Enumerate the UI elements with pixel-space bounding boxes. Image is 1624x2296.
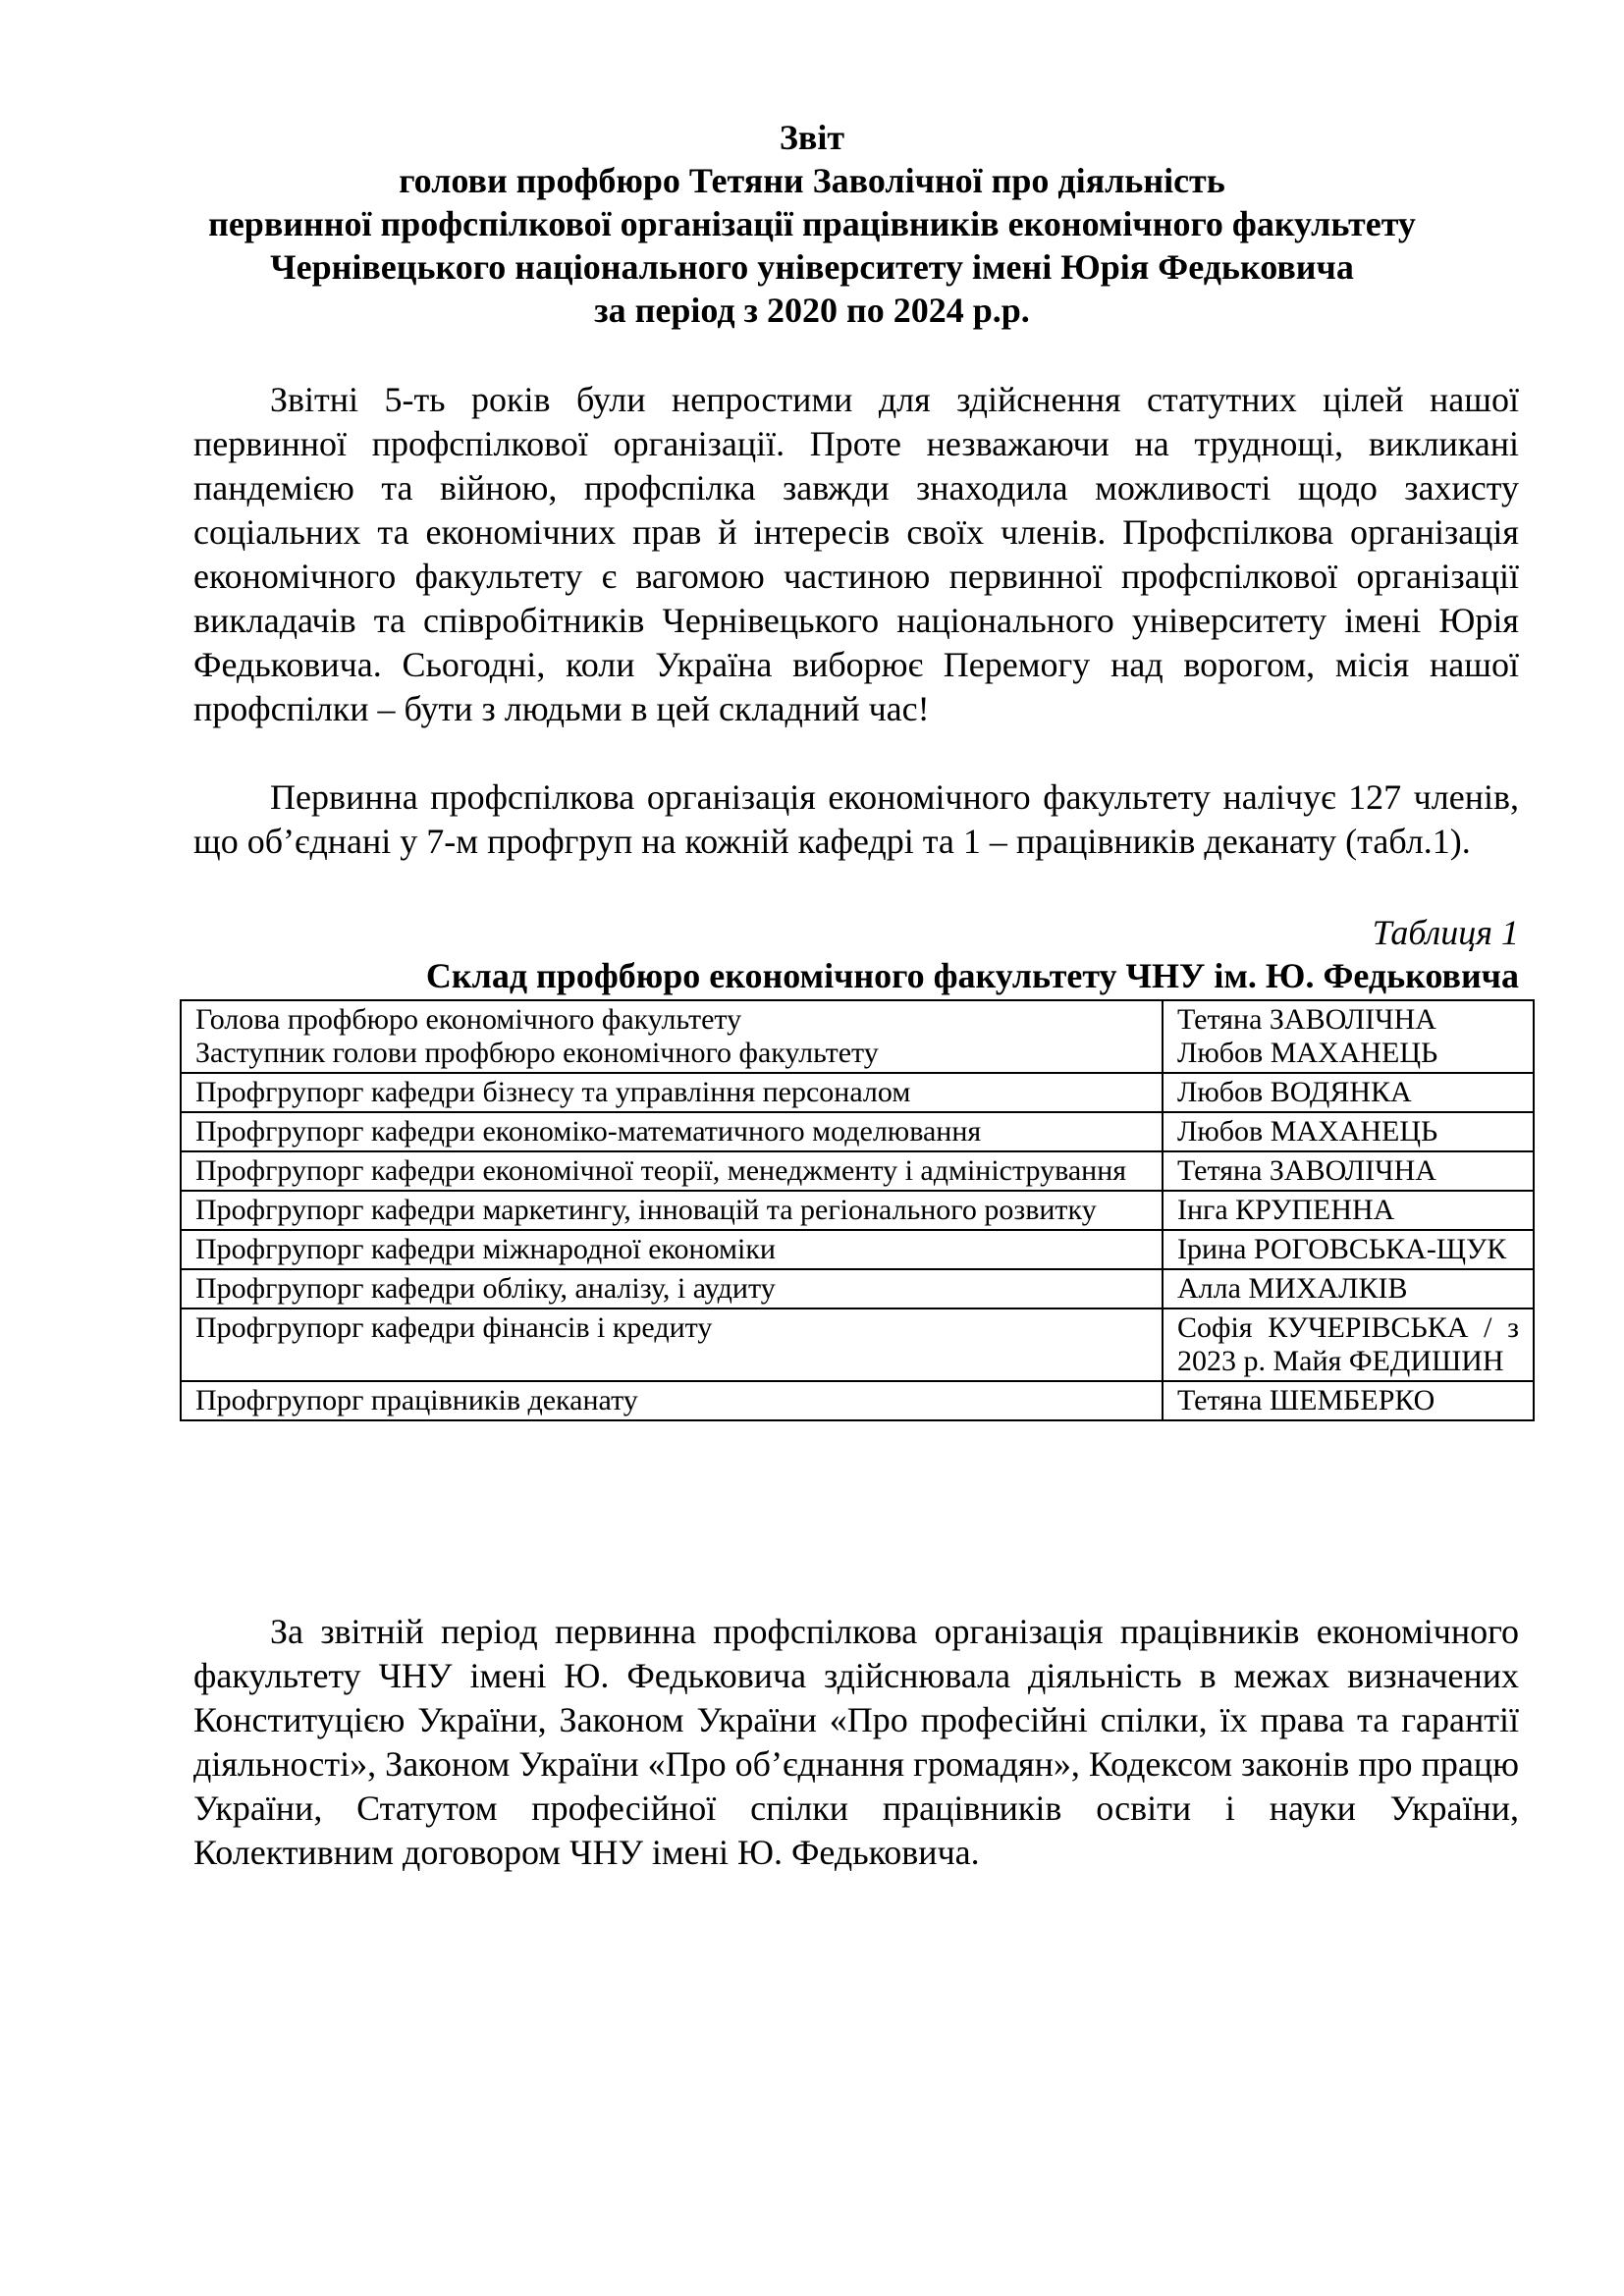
table-row (181, 1269, 1534, 1308)
title-line: первинної профспілкової організації працівників економічного факультету (208, 204, 1416, 243)
name-cell: Тетяна ЗАВОЛІЧНА (1163, 1151, 1534, 1191)
intro-paragraph: Звітні 5-ть років були непростими для здійснення статутних цілей нашої первинної профспілкової організації. Проте незважаючи на труднощі, викликані пандемією та війною, профспілка завжди знаходила можливості щодо захисту соціальних та економічних прав й інтересів своїх членів. Профспілкова організація економічного факультету є вагомою частиною первинної профспілкової організації викладачів та співробітників Чернівецького національного університету імені Юрія Федьковича. Сьогодні, коли Україна виборює Перемогу над ворогом, місія нашої профспілки – бути з людьми в цей складний час! (193, 380, 1519, 728)
title-line: Чернівецького національного університету імені Юрія Федьковича (270, 247, 1354, 287)
name-cell: Софія КУЧЕРІВСЬКА / з 2023 р. Майя ФЕДИШИН (1163, 1308, 1534, 1381)
role-cell: Профгрупорг кафедри фінансів і кредиту (181, 1308, 1163, 1381)
role-cell: Профгрупорг кафедри обліку, аналізу, і аудиту (181, 1269, 1163, 1308)
name-text: Тетяна ЗАВОЛІЧНА (1177, 1003, 1436, 1036)
role-text: Заступник голови профбюро економічного факультету (195, 1037, 879, 1069)
name-cell: Ірина РОГОВСЬКА-ЩУК (1163, 1230, 1534, 1269)
title-line: голови профбюро Тетяни Заволічної про діяльність (399, 161, 1225, 200)
name-cell: Любов ВОДЯНКА (1163, 1073, 1534, 1112)
name-cell: Інга КРУПЕННА (1163, 1191, 1534, 1230)
table-row (181, 1000, 1534, 1073)
table-row (181, 1381, 1534, 1420)
name-cell (1163, 1000, 1534, 1073)
table-row (181, 1308, 1534, 1381)
role-cell: Профгрупорг кафедри економіко-математичного моделювання (181, 1112, 1163, 1151)
role-cell: Профгрупорг кафедри економічної теорії, менеджменту і адміністрування (181, 1151, 1163, 1191)
role-cell (181, 1000, 1163, 1073)
role-cell: Профгрупорг працівників деканату (181, 1381, 1163, 1420)
name-cell: Алла МИХАЛКІВ (1163, 1269, 1534, 1308)
report-title (147, 116, 1477, 332)
table-row (181, 1073, 1534, 1112)
table-row (181, 1230, 1534, 1269)
role-cell: Профгрупорг кафедри бізнесу та управління персоналом (181, 1073, 1163, 1112)
table-row (181, 1112, 1534, 1151)
table-row (181, 1151, 1534, 1191)
legal-basis-paragraph: За звітній період первинна профспілкова організація працівників економічного факультету ЧНУ імені Ю. Федьковича здійснювала діяльність в межах визначених Конституцією України, Законом України «Про професійні спілки, їх права та гарантії діяльності», Законом України «Про об’єднання громадян», Кодексом законів про працю України, Статутом професійної спілки працівників освіти і науки України, Колективним договором ЧНУ імені Ю. Федьковича. (193, 1612, 1519, 1872)
name-cell: Любов МАХАНЕЦЬ (1163, 1112, 1534, 1151)
name-cell: Тетяна ШЕМБЕРКО (1163, 1381, 1534, 1420)
title-line: Звіт (779, 118, 845, 157)
membership-paragraph: Первинна профспілкова організація економічного факультету налічує 127 членів, що об’єднані у 7-м профгруп на кожній кафедрі та 1 – працівників деканату (табл.1). (193, 777, 1519, 861)
title-line: за період з 2020 по 2024 р.р. (594, 291, 1030, 330)
role-cell: Профгрупорг кафедри маркетингу, інновацій та регіонального розвитку (181, 1191, 1163, 1230)
table-caption: Таблиця 1 (1372, 913, 1519, 952)
table-title: Склад профбюро економічного факультету ЧНУ ім. Ю. Федьковича (425, 956, 1519, 995)
table-row (181, 1191, 1534, 1230)
role-text: Голова профбюро економічного факультету (195, 1003, 742, 1036)
name-text: Любов МАХАНЕЦЬ (1177, 1037, 1438, 1069)
role-cell: Профгрупорг кафедри міжнародної економіки (181, 1230, 1163, 1269)
bureau-table (180, 999, 1535, 1421)
